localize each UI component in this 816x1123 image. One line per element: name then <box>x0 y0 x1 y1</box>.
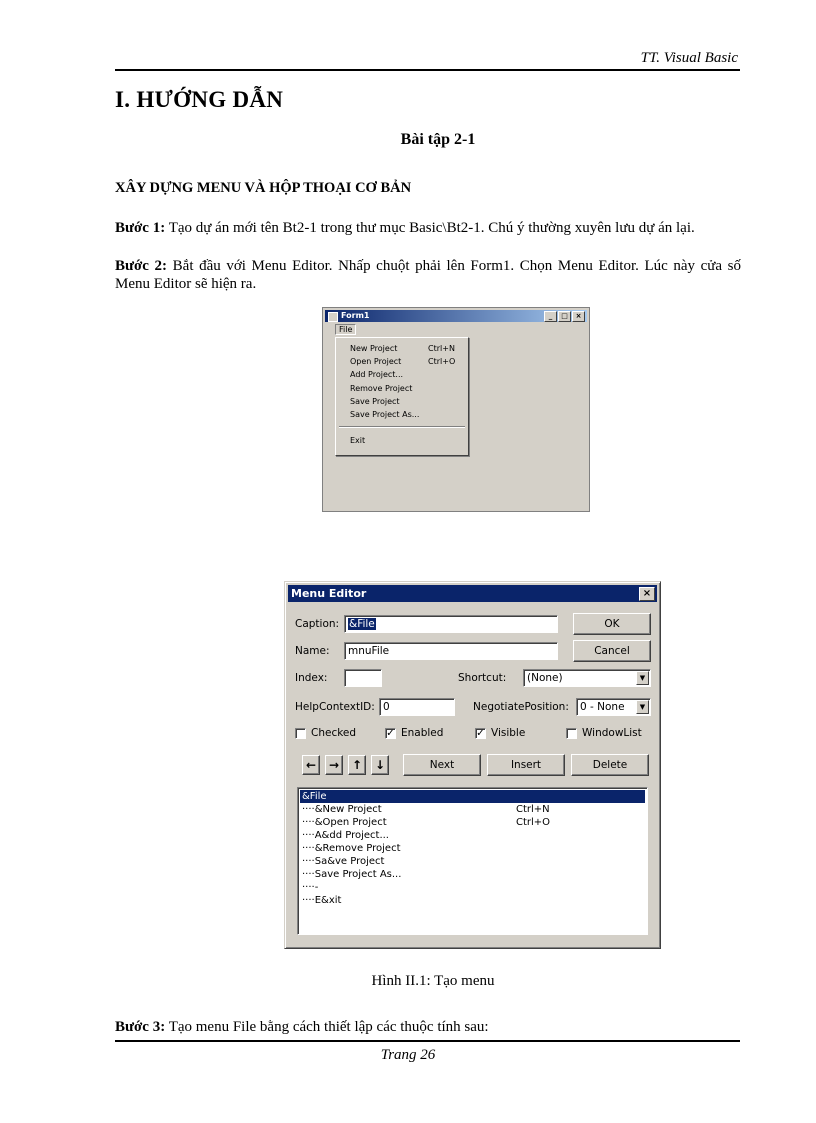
list-item[interactable]: ····Save Project As... <box>302 869 402 880</box>
caption-input[interactable] <box>344 615 558 633</box>
footer-rule <box>115 1040 740 1042</box>
menu-editor-titlebar <box>288 585 657 602</box>
exercise-title <box>0 131 816 149</box>
list-item[interactable]: ····A&dd Project... <box>302 830 389 841</box>
header-title: TT. Visual Basic <box>640 50 738 66</box>
menu-editor-title: Menu Editor <box>291 587 367 600</box>
caption-value: &File <box>349 618 375 630</box>
figure-caption: Hình II.1: Tạo menu <box>371 973 495 989</box>
visible-checkbox[interactable]: ✓ Visible <box>476 727 526 739</box>
arrow-left-icon[interactable]: ← <box>302 755 320 775</box>
menu-item-save-project-as[interactable]: Save Project As... <box>350 410 420 419</box>
form-icon <box>328 312 338 322</box>
form1-title: Form1 <box>341 311 370 320</box>
page-footer: Trang 26 <box>380 1047 436 1063</box>
menu-item-add-project[interactable]: Add Project... <box>350 370 404 379</box>
step2-paragraph <box>115 257 741 293</box>
menu-editor-window <box>284 581 661 949</box>
helpcontext-label: HelpContextID: <box>295 701 375 713</box>
step2-label: Bước 2: <box>115 258 168 274</box>
index-label: Index: <box>295 672 328 684</box>
menu-list[interactable] <box>297 787 648 935</box>
name-label: Name: <box>295 645 330 657</box>
menu-item-new-project[interactable]: New Project Ctrl+N <box>350 344 455 353</box>
step2-text: Bắt đầu với Menu Editor. Nhấp chuột phải lên Form1. Chọn Menu Editor. Lúc này cửa số Menu Editor sẽ hiện ra. <box>115 258 741 292</box>
step3-text: Tạo menu File bằng cách thiết lập các thuộc tính sau: <box>165 1019 489 1035</box>
name-input[interactable]: mnuFile <box>344 642 558 660</box>
menu-separator <box>339 426 465 428</box>
menu-item-open-project[interactable]: Open Project Ctrl+O <box>350 357 456 366</box>
next-button[interactable]: Next <box>403 754 481 776</box>
cancel-button[interactable]: Cancel <box>573 640 651 662</box>
negotiate-label: NegotiatePosition: <box>473 701 569 713</box>
section-heading: I. HƯỚNG DẪN <box>115 87 284 112</box>
minimize-button[interactable]: _ <box>544 311 557 322</box>
step1-label: Bước 1: <box>115 220 166 236</box>
step3-label: Bước 3: <box>115 1019 166 1035</box>
delete-button[interactable]: Delete <box>571 754 649 776</box>
insert-button[interactable]: Insert <box>487 754 565 776</box>
caption-label: Caption: <box>295 618 340 630</box>
step3-paragraph <box>115 1018 741 1036</box>
shortcut-select[interactable]: (None) ▼ <box>523 669 651 687</box>
negotiate-select[interactable]: 0 - None ▼ <box>576 698 651 716</box>
windowlist-checkbox[interactable]: WindowList <box>566 727 642 740</box>
index-input[interactable] <box>344 669 382 687</box>
file-dropdown <box>335 337 469 456</box>
exercise-title-text: Bài tập 2-1 <box>400 131 476 148</box>
enabled-checkbox[interactable]: ✓ Enabled <box>386 727 444 739</box>
shortcut-label: Shortcut: <box>458 672 507 684</box>
chevron-down-icon[interactable]: ▼ <box>636 671 649 685</box>
step1-text: Tạo dự án mới tên Bt2-1 trong thư mục Basic\Bt2-1. Chú ý thường xuyên lưu dự án lại. <box>165 220 695 236</box>
step1-paragraph <box>115 219 741 237</box>
list-item[interactable]: ····&Remove Project <box>302 843 401 854</box>
menu-item-save-project[interactable]: Save Project <box>350 397 400 406</box>
form1-window <box>322 307 590 512</box>
ok-button[interactable]: OK <box>573 613 651 635</box>
menu-file[interactable]: File <box>335 324 356 335</box>
list-item[interactable]: ····E&xit <box>302 895 342 906</box>
header-rule <box>115 69 740 71</box>
menu-item-exit[interactable]: Exit <box>350 436 366 445</box>
list-item[interactable]: ····&Open Project Ctrl+O <box>302 817 551 828</box>
maximize-button[interactable]: □ <box>558 311 571 322</box>
list-item[interactable]: ····&New Project Ctrl+N <box>302 804 550 815</box>
form1-menubar <box>325 324 587 335</box>
close-icon[interactable]: × <box>639 587 655 601</box>
form1-titlebar <box>325 310 587 322</box>
arrow-up-icon[interactable]: ↑ <box>348 755 366 775</box>
subsection-title: XÂY DỰNG MENU VÀ HỘP THOẠI CƠ BẢN <box>115 180 412 196</box>
list-item[interactable]: ····- <box>302 882 319 893</box>
list-item[interactable]: &File <box>300 790 645 803</box>
chevron-down-icon[interactable]: ▼ <box>636 700 649 714</box>
helpcontext-input[interactable]: 0 <box>379 698 455 716</box>
close-button[interactable]: × <box>572 311 585 322</box>
checked-checkbox[interactable]: Checked <box>295 727 356 740</box>
arrow-right-icon[interactable]: → <box>325 755 343 775</box>
menu-item-remove-project[interactable]: Remove Project <box>350 384 413 393</box>
arrow-down-icon[interactable]: ↓ <box>371 755 389 775</box>
list-item[interactable]: ····Sa&ve Project <box>302 856 385 867</box>
